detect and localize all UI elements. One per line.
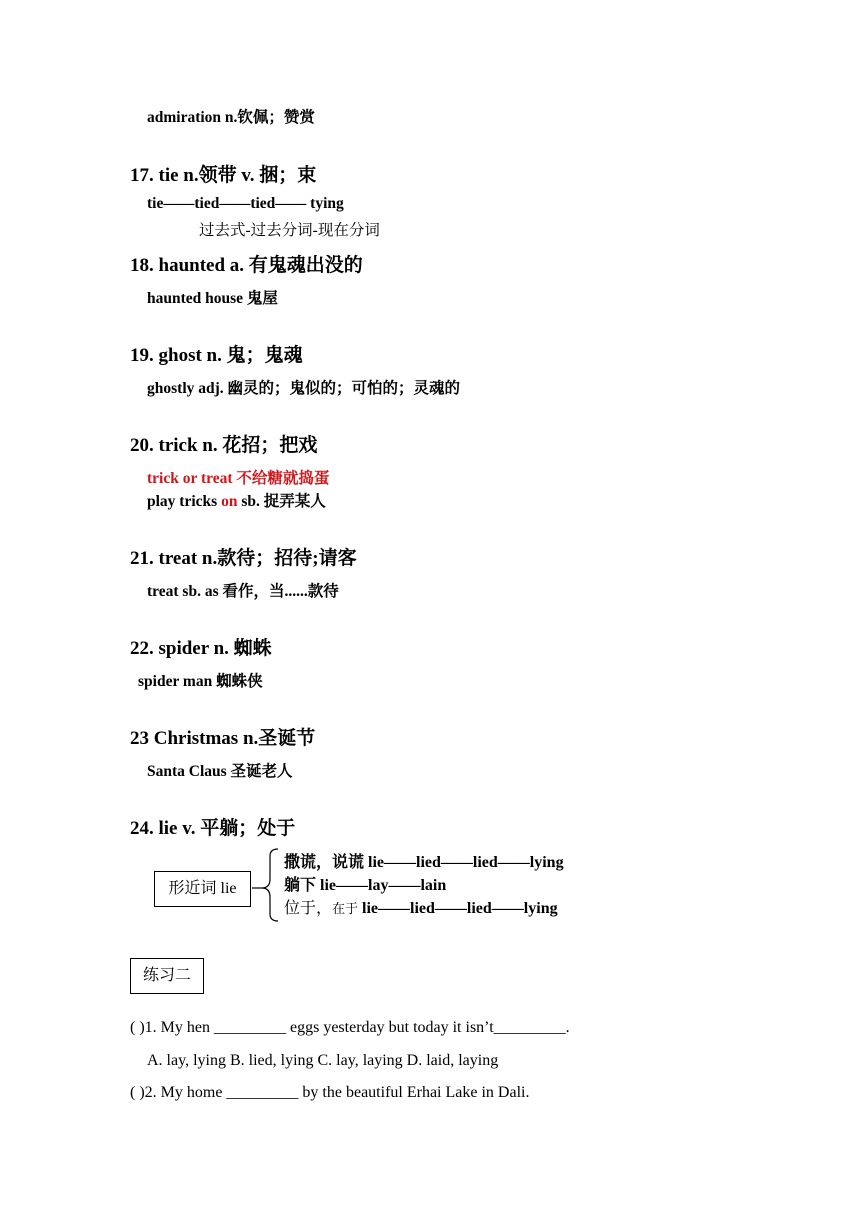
lie-branch-lie-text: 撒谎，说谎 lie——lied——lied——lying <box>284 854 564 871</box>
question-2: ( )2. My home _________ by the beautiful Erhai Lake in Dali. <box>130 1084 530 1101</box>
entry-haunted-heading: 18. haunted a. 有鬼魂出没的 <box>130 255 363 276</box>
entry-tie-forms-note: 过去式-过去分词-现在分词 <box>199 222 380 239</box>
entry-treat-heading: 21. treat n.款待；招待;请客 <box>130 548 357 569</box>
entry-trick-heading: 20. trick n. 花招；把戏 <box>130 435 318 456</box>
lie-branch3-b: lie——lied——lied——lying <box>358 900 558 917</box>
lie-similar-words-box: 形近词 lie <box>154 871 251 907</box>
question-1-options: A. lay, lying B. lied, lying C. lay, laying D. laid, laying <box>147 1052 499 1069</box>
entry-christmas-phrase: Santa Claus 圣诞老人 <box>147 763 293 780</box>
lie-branch3-a: 位于， <box>284 900 333 917</box>
entry-tie-forms: tie——tied——tied—— tying <box>147 195 344 212</box>
entry-haunted-phrase: haunted house 鬼屋 <box>147 290 278 307</box>
question-1: ( )1. My hen _________ eggs yesterday but today it isn’t_________. <box>130 1019 570 1036</box>
entry-ghost-heading: 19. ghost n. 鬼；鬼魂 <box>130 345 303 366</box>
entry-tie-heading: 17. tie n.领带 v. 捆；束 <box>130 165 317 186</box>
exercise-title-box: 练习二 <box>130 958 204 994</box>
entry-admiration: admiration n.钦佩；赞赏 <box>147 109 315 126</box>
entry-christmas-heading: 23 Christmas n.圣诞节 <box>130 728 316 749</box>
lie-branch3-small: 在于 <box>332 901 359 916</box>
entry-trick-phrase2 <box>147 489 326 511</box>
entry-treat-phrase: treat sb. as 看作，当......款待 <box>147 583 339 600</box>
entry-lie-heading: 24. lie v. 平躺；处于 <box>130 818 296 839</box>
entry-trick-phrase-red: trick or treat 不给糖就捣蛋 <box>147 470 330 487</box>
lie-branch-lay: 躺下 lie——lay——lain <box>284 877 447 894</box>
entry-spider-phrase: spider man 蜘蛛侠 <box>138 673 263 690</box>
phrase2-part-b: sb. 捉弄某人 <box>237 493 326 510</box>
phrase2-on: on <box>221 493 238 510</box>
phrase2-part-a: play tricks <box>147 493 222 510</box>
entry-spider-heading: 22. spider n. 蜘蛛 <box>130 638 272 659</box>
lie-branch-lie <box>284 849 564 872</box>
entry-ghost-phrase: ghostly adj. 幽灵的；鬼似的；可怕的；灵魂的 <box>147 380 461 397</box>
lie-branch-locate <box>284 895 558 918</box>
